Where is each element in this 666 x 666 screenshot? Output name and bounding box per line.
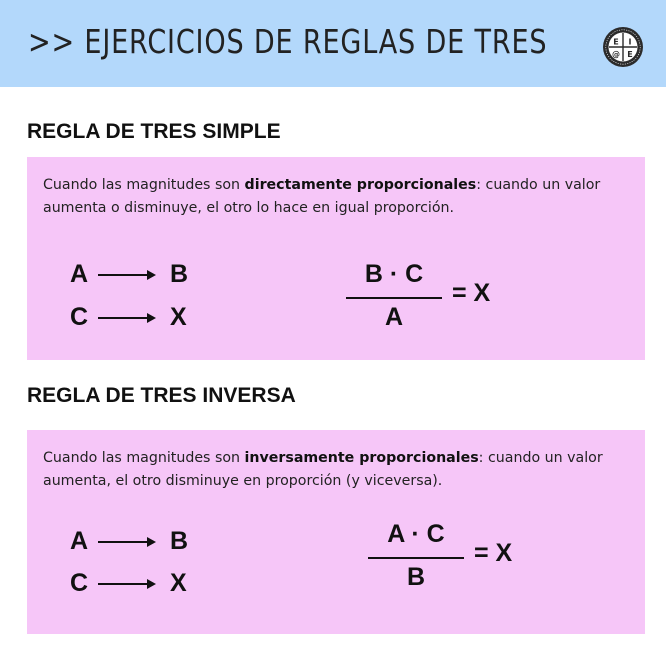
row-right-term: X (170, 303, 187, 331)
formula-numerator: A · C (387, 520, 445, 548)
simple-rule-description (43, 174, 633, 220)
description-text: : cuando un valor aumenta, el otro disminuye en proporción (y viceversa). (43, 450, 603, 489)
svg-text:E: E (627, 50, 633, 59)
header-banner (0, 0, 666, 87)
formula-denominator: A (384, 303, 404, 331)
description-text: : cuando un valor aumenta o disminuye, el otro lo hace en igual proporción. (43, 177, 601, 216)
right-arrow-icon (98, 312, 156, 324)
row-right-term: B (170, 260, 189, 288)
section-title-simple: REGLA DE TRES SIMPLE (27, 120, 281, 143)
school-seal-logo (602, 26, 644, 68)
svg-text:@: @ (612, 50, 620, 59)
row-left-term: A (70, 260, 89, 288)
simple-rule-card (27, 157, 645, 360)
formula-denominator: B (406, 563, 426, 591)
simple-formula (346, 260, 546, 340)
row-left-term: A (70, 527, 89, 555)
formula-result: = X (452, 279, 491, 307)
row-right-term: X (170, 569, 187, 597)
inverse-rule-description (43, 447, 633, 493)
fraction-bar (368, 557, 464, 559)
formula-result: = X (474, 539, 513, 567)
section-title-inverse: REGLA DE TRES INVERSA (27, 384, 296, 407)
formula-numerator: B · C (364, 260, 424, 288)
fraction-bar (346, 297, 442, 299)
right-arrow-icon (98, 578, 156, 590)
proportion-row (70, 303, 200, 333)
proportion-arrows (70, 527, 200, 617)
description-text: Cuando las magnitudes son (43, 177, 245, 193)
proportion-row (70, 260, 200, 290)
description-bold: directamente proporcionales (244, 177, 477, 193)
inverse-formula (368, 520, 568, 600)
row-left-term: C (70, 569, 89, 597)
svg-text:E: E (613, 37, 619, 47)
right-arrow-icon (98, 536, 156, 548)
row-left-term: C (70, 303, 89, 331)
row-right-term: B (170, 527, 189, 555)
description-text: Cuando las magnitudes son (43, 450, 245, 466)
inverse-rule-card (27, 430, 645, 634)
proportion-row (70, 569, 200, 599)
description-bold: inversamente proporcionales (244, 450, 479, 466)
svg-text:I: I (628, 37, 632, 47)
proportion-arrows (70, 260, 200, 350)
right-arrow-icon (98, 269, 156, 281)
proportion-row (70, 527, 200, 557)
page-title: >> EJERCICIOS DE REGLAS DE TRES (28, 22, 548, 61)
